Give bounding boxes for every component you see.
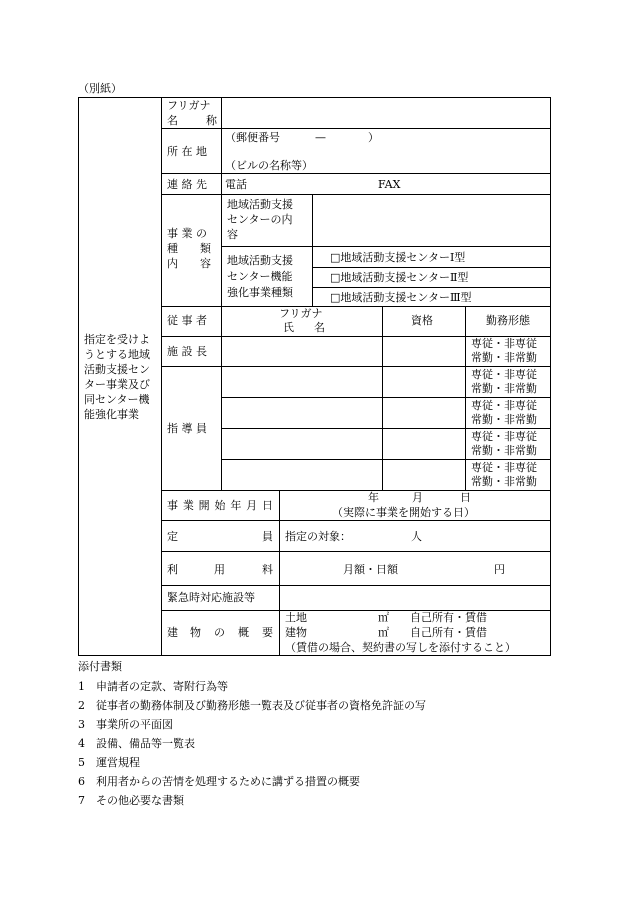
work-option-2: 常勤・非常勤	[471, 475, 537, 488]
left-label-line: うとする地域	[84, 348, 150, 361]
name-label-a: 名	[167, 114, 178, 127]
address-label: 所 在 地	[167, 145, 207, 158]
row-line-16	[161, 585, 550, 586]
building-m2: ㎡	[378, 626, 389, 639]
start-date-note: （実際に事業を開始する日）	[332, 506, 475, 519]
staff-name-a: 氏	[283, 321, 294, 334]
work-option-2: 常勤・非常勤	[471, 444, 537, 457]
row-line-4	[221, 246, 550, 247]
work-option-1: 専従・非専従	[471, 337, 537, 350]
attachment-text: 設備、備品等一覧表	[96, 737, 195, 750]
row-line-11	[221, 428, 550, 429]
row-line-6	[312, 287, 550, 288]
work-option-1: 専従・非専従	[471, 461, 537, 474]
row-line-10	[221, 397, 550, 398]
table-border-right	[550, 97, 551, 656]
fee-amount: 月額・日額	[343, 563, 398, 576]
type-option-3[interactable]: □地域活動支援センターⅢ型	[330, 291, 472, 304]
divider-business-sub	[312, 194, 313, 306]
name-label-b: 称	[206, 114, 217, 127]
staff-workform-header: 勤務形態	[486, 314, 530, 327]
type-label: 強化事業種類	[227, 286, 293, 299]
contact-label: 連 絡 先	[167, 178, 207, 191]
left-label-line: 指定を受けよ	[84, 333, 150, 346]
capacity-label-a: 定	[167, 530, 178, 543]
business-label: 種 類	[167, 242, 211, 255]
building-ownership: 自己所有・賃借	[410, 626, 487, 639]
row-line-1	[161, 128, 550, 129]
business-label: 内 容	[167, 257, 211, 270]
capacity-label-b: 員	[262, 530, 273, 543]
attachment-num: 4	[78, 737, 85, 750]
building-land: 土地	[285, 611, 307, 624]
header-note: （別紙）	[78, 82, 122, 95]
divider-workform-col	[465, 306, 466, 490]
contact-fax: FAX	[378, 178, 401, 191]
attachment-text: その他必要な書類	[96, 794, 184, 807]
row-line-2	[161, 173, 550, 174]
attachment-num: 6	[78, 775, 85, 788]
emergency-label: 緊急時対応施設等	[167, 591, 255, 604]
table-border-left	[78, 97, 79, 656]
building-ownership: 自己所有・賃借	[410, 611, 487, 624]
type-label: センター機能	[227, 270, 293, 283]
name-furigana-label: フリガナ	[167, 99, 211, 112]
instructor-label: 指 導 員	[167, 422, 207, 435]
work-option-1: 専従・非専従	[471, 399, 537, 412]
staff-name-b: 名	[314, 321, 325, 334]
row-line-3	[161, 194, 550, 195]
attachment-num: 7	[78, 794, 85, 807]
left-label-line: 同センター機	[84, 393, 150, 406]
building-note: （賃借の場合、契約書の写しを添付すること）	[285, 641, 516, 654]
row-line-7	[161, 306, 550, 307]
left-label-line: 能強化事業	[84, 408, 139, 421]
name-field[interactable]	[223, 99, 549, 127]
content-label: 容	[227, 228, 238, 241]
building-label: 建	[167, 626, 178, 639]
building-bldg: 建物	[285, 626, 307, 639]
attachment-num: 5	[78, 756, 85, 769]
content-label: センターの内	[227, 213, 293, 226]
building-label: 概	[238, 626, 249, 639]
fee-label: 利	[167, 563, 178, 576]
fee-label: 料	[262, 563, 273, 576]
work-option-2: 常勤・非常勤	[471, 413, 537, 426]
work-option-1: 専従・非専従	[471, 368, 537, 381]
building-m2: ㎡	[378, 611, 389, 624]
address-field[interactable]	[223, 144, 549, 158]
start-date-year: 年	[368, 491, 379, 504]
type-option-2[interactable]: □地域活動支援センターⅡ型	[330, 271, 469, 284]
start-date-day: 日	[460, 491, 471, 504]
director-label: 施 設 長	[167, 345, 207, 358]
row-line-14	[161, 520, 550, 521]
content-label: 地域活動支援	[227, 198, 293, 211]
content-field[interactable]	[314, 196, 549, 245]
address-building: （ビルの名称等）	[225, 159, 313, 172]
address-postal-dash: —	[315, 131, 326, 144]
divider-left-col	[161, 97, 162, 656]
work-option-2: 常勤・非常勤	[471, 351, 537, 364]
building-label: の	[214, 626, 225, 639]
building-label: 要	[262, 626, 273, 639]
attachment-text: 運営規程	[96, 756, 140, 769]
divider-building-col	[279, 610, 280, 655]
staff-furigana: フリガナ	[279, 307, 323, 320]
type-option-1[interactable]: □地域活動支援センターⅠ型	[330, 251, 466, 264]
row-line-15	[161, 551, 550, 552]
building-label: 物	[190, 626, 201, 639]
attachment-text: 事業所の平面図	[96, 718, 173, 731]
attachment-text: 従事者の勤務体制及び勤務形態一覧表及び従事者の資格免許証の写	[96, 699, 426, 712]
start-date-label: 事業開始年月日	[167, 499, 273, 512]
staff-qualification-header: 資格	[411, 314, 433, 327]
type-label: 地域活動支援	[227, 254, 293, 267]
attachment-num: 3	[78, 718, 85, 731]
divider-qualification-col	[382, 306, 383, 490]
left-label-line: ター事業及び	[84, 378, 150, 391]
attachment-num: 1	[78, 680, 85, 693]
table-border-top	[78, 97, 550, 98]
table-border-bottom	[78, 655, 550, 656]
row-line-13	[161, 490, 550, 491]
divider-label-col	[221, 97, 222, 490]
start-date-month: 月	[412, 491, 423, 504]
left-label-line: 活動支援セン	[84, 363, 150, 376]
address-postal: （郵便番号	[225, 131, 280, 144]
attachment-text: 申請者の定款、寄附行為等	[96, 680, 228, 693]
attachments-title: 添付書類	[78, 660, 122, 673]
attachment-text: 利用者からの苦情を処理するために講ずる措置の概要	[96, 775, 360, 788]
staff-label: 従 事 者	[167, 314, 207, 327]
address-postal-close: ）	[368, 131, 379, 144]
business-label: 事 業 の	[167, 227, 207, 240]
fee-label: 用	[214, 563, 225, 576]
work-option-2: 常勤・非常勤	[471, 382, 537, 395]
contact-tel: 電話	[225, 178, 247, 191]
fee-unit: 円	[494, 563, 505, 576]
row-line-9	[161, 366, 550, 367]
attachment-num: 2	[78, 699, 85, 712]
row-line-17	[161, 610, 550, 611]
divider-lower-label-col	[279, 490, 280, 610]
capacity-target: 指定の対象：	[285, 530, 351, 543]
row-line-12	[221, 459, 550, 460]
row-line-5	[312, 267, 550, 268]
work-option-1: 専従・非専従	[471, 430, 537, 443]
capacity-unit: 人	[411, 530, 422, 543]
